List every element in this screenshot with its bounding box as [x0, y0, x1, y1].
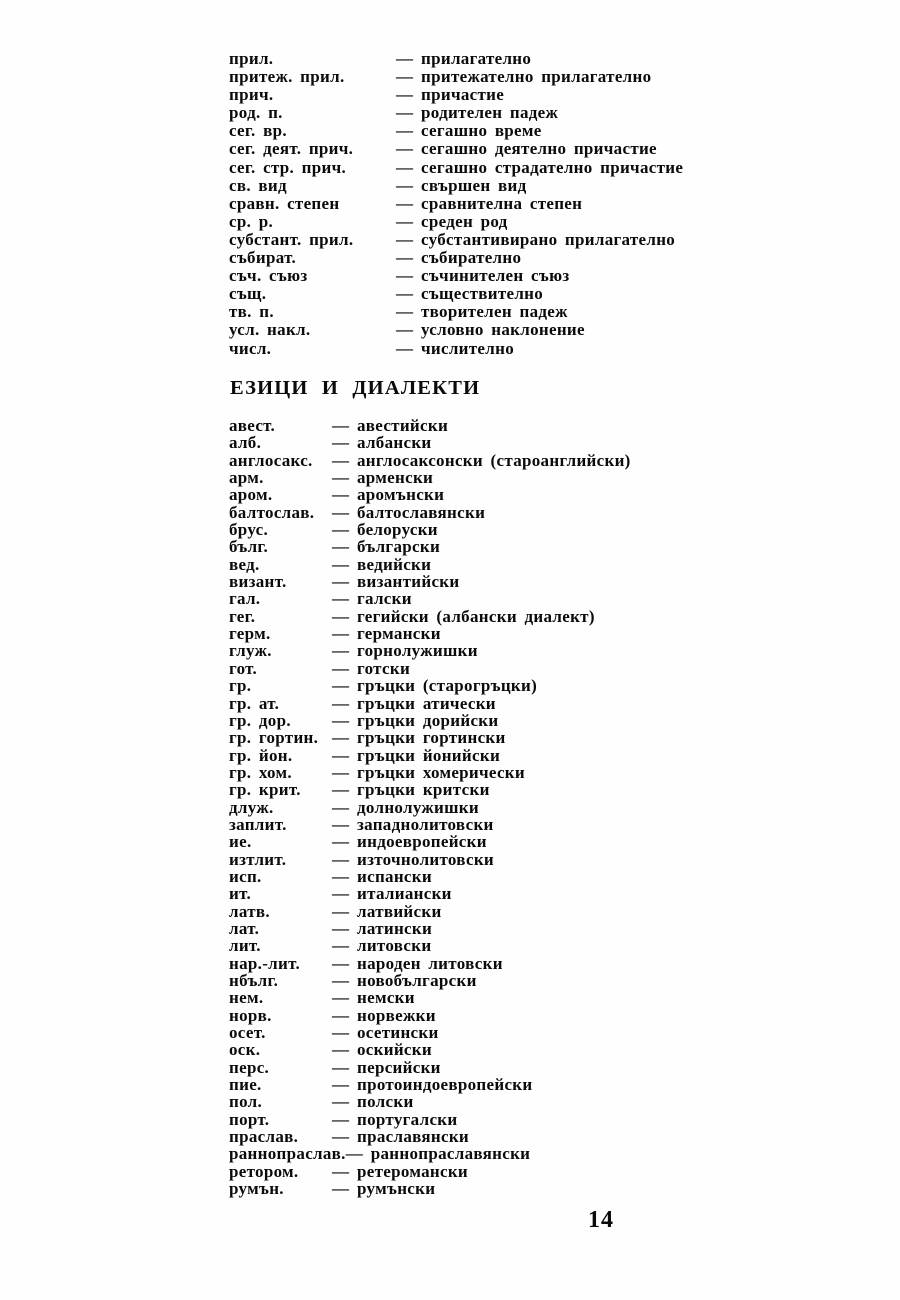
language-abbreviation-term: гр. гортин. — [229, 728, 319, 748]
language-abbreviation-row — [229, 955, 631, 972]
language-definition: новобългарски — [357, 971, 477, 990]
languages-and-dialects-list — [229, 417, 631, 1197]
dash-separator: — — [396, 85, 413, 105]
language-abbreviation-row — [229, 816, 631, 833]
language-abbreviation-row — [229, 417, 631, 434]
language-abbreviation-row — [229, 1024, 631, 1041]
language-definition: персийски — [357, 1057, 441, 1077]
abbreviation-definition: свършен вид — [421, 175, 527, 195]
abbreviation-definition: субстантивирано прилагателно — [421, 229, 676, 249]
language-abbreviation-term: англосакс. — [229, 450, 313, 470]
language-abbreviation-row — [229, 521, 631, 538]
language-abbreviation-term: гр. ат. — [229, 693, 280, 713]
language-definition: латвийски — [357, 901, 442, 921]
abbreviation-row — [229, 249, 683, 267]
abbreviation-term: сравн. степен — [229, 193, 340, 213]
abbreviation-row — [229, 140, 683, 158]
language-abbreviation-term: пие. — [229, 1075, 262, 1095]
language-definition: народен литовски — [357, 953, 503, 973]
dash-separator: — — [332, 520, 349, 540]
dash-separator: — — [332, 988, 349, 1008]
language-abbreviation-term: гр. йон. — [229, 745, 293, 765]
language-abbreviation-row — [229, 1041, 631, 1058]
language-abbreviation-row — [229, 903, 631, 920]
abbreviation-definition: числително — [421, 338, 514, 358]
language-definition: византийски — [357, 572, 460, 592]
abbreviation-term: прич. — [229, 85, 274, 105]
language-abbreviation-term: румън. — [229, 1179, 284, 1199]
abbreviation-term: прил. — [229, 49, 274, 68]
language-definition: индоевропейски — [357, 832, 487, 852]
language-definition: албански — [357, 433, 432, 453]
abbreviation-term: числ. — [229, 338, 272, 358]
language-abbreviation-row — [229, 625, 631, 642]
language-abbreviation-row — [229, 1180, 631, 1197]
language-definition: готски — [357, 658, 411, 678]
language-definition: латински — [357, 918, 433, 938]
language-abbreviation-term: лит. — [229, 936, 261, 956]
language-abbreviation-row — [229, 469, 631, 486]
language-definition: осетински — [357, 1023, 439, 1043]
dash-separator: — — [332, 693, 349, 713]
abbreviation-definition: сегашно страдателно причастие — [421, 157, 684, 177]
abbreviation-definition: събирателно — [421, 248, 522, 268]
language-abbreviation-term: гал. — [229, 589, 261, 609]
language-definition: раннопраславянски — [370, 1144, 531, 1164]
dash-separator: — — [396, 284, 413, 304]
section-heading-languages-and-dialects: ЕЗИЦИ И ДИАЛЕКТИ — [230, 377, 481, 399]
dash-separator: — — [332, 866, 349, 886]
language-abbreviation-term: нбълг. — [229, 971, 279, 990]
grammar-abbreviations-list — [229, 50, 683, 358]
abbreviation-term: усл. накл. — [229, 320, 311, 340]
language-abbreviation-row — [229, 1007, 631, 1024]
dash-separator: — — [396, 248, 413, 268]
abbreviation-row — [229, 231, 683, 249]
dash-separator: — — [332, 780, 349, 800]
dash-separator: — — [332, 728, 349, 748]
language-definition: долнолужишки — [357, 797, 479, 817]
dash-separator: — — [396, 103, 413, 123]
dash-separator: — — [332, 1092, 349, 1112]
dash-separator: — — [396, 266, 413, 286]
abbreviation-term: ср. р. — [229, 211, 274, 231]
language-abbreviation-row — [229, 920, 631, 937]
dash-separator: — — [332, 554, 349, 574]
dash-separator: — — [332, 849, 349, 869]
language-abbreviation-term: бълг. — [229, 537, 269, 557]
abbreviation-definition: прилагателно — [421, 49, 532, 68]
language-abbreviation-row — [229, 1128, 631, 1145]
abbreviation-row — [229, 86, 683, 104]
language-abbreviation-row — [229, 712, 631, 729]
language-abbreviation-row — [229, 452, 631, 469]
language-abbreviation-term: латв. — [229, 901, 270, 921]
abbreviation-row — [229, 340, 683, 358]
language-definition: горнолужишки — [357, 641, 478, 661]
language-abbreviation-row — [229, 972, 631, 989]
language-definition: оскийски — [357, 1040, 432, 1060]
abbreviation-definition: сегашно време — [421, 121, 542, 141]
language-definition: гръцки дорийски — [357, 710, 499, 730]
abbreviation-row — [229, 50, 683, 68]
dash-separator: — — [332, 1109, 349, 1129]
abbreviation-row — [229, 303, 683, 321]
dash-separator: — — [396, 320, 413, 340]
language-abbreviation-row — [229, 851, 631, 868]
dash-separator: — — [332, 832, 349, 852]
abbreviation-row — [229, 213, 683, 231]
language-abbreviation-term: алб. — [229, 433, 262, 453]
language-definition: западнолитовски — [357, 814, 494, 834]
abbreviation-definition: причастие — [421, 85, 505, 105]
dash-separator: — — [345, 1144, 363, 1164]
language-definition: арменски — [357, 468, 434, 488]
language-definition: гръцки (старогръцки) — [357, 676, 538, 696]
language-abbreviation-term: норв. — [229, 1005, 272, 1025]
dash-separator: — — [332, 606, 349, 626]
language-definition: гръцки атически — [357, 693, 496, 713]
language-abbreviation-term: ретором. — [229, 1161, 299, 1181]
abbreviation-term: субстант. прил. — [229, 229, 354, 249]
dash-separator: — — [332, 1005, 349, 1025]
language-abbreviation-term: вед. — [229, 554, 260, 574]
language-definition: източнолитовски — [357, 849, 495, 869]
dash-separator: — — [332, 1040, 349, 1060]
language-abbreviation-row — [229, 486, 631, 503]
language-definition: гръцки критски — [357, 780, 490, 800]
dash-separator: — — [396, 302, 413, 322]
abbreviation-row — [229, 177, 683, 195]
language-abbreviation-row — [229, 1059, 631, 1076]
language-abbreviation-row — [229, 660, 631, 677]
abbreviation-term: род. п. — [229, 103, 283, 123]
language-definition: литовски — [357, 936, 432, 956]
dash-separator: — — [332, 1161, 349, 1181]
language-abbreviation-row — [229, 833, 631, 850]
abbreviation-row — [229, 285, 683, 303]
abbreviation-term: сег. стр. прич. — [229, 157, 347, 177]
dash-separator: — — [332, 589, 349, 609]
language-abbreviation-row — [229, 677, 631, 694]
dash-separator: — — [396, 229, 413, 249]
dash-separator: — — [332, 745, 349, 765]
language-abbreviation-term: ие. — [229, 832, 252, 852]
language-abbreviation-row — [229, 434, 631, 451]
language-abbreviation-term: балтослав. — [229, 502, 315, 522]
language-definition: ведийски — [357, 554, 432, 574]
language-abbreviation-term: авест. — [229, 416, 276, 435]
abbreviation-definition: родителен падеж — [421, 103, 559, 123]
language-abbreviation-row — [229, 1093, 631, 1110]
dash-separator: — — [396, 121, 413, 141]
dash-separator: — — [396, 338, 413, 358]
dash-separator: — — [332, 901, 349, 921]
language-abbreviation-term: ит. — [229, 884, 252, 904]
language-abbreviation-term: оск. — [229, 1040, 261, 1060]
dash-separator: — — [332, 1023, 349, 1043]
dash-separator: — — [332, 1057, 349, 1077]
abbreviation-term: сег. вр. — [229, 121, 287, 141]
abbreviation-row — [229, 159, 683, 177]
language-abbreviation-term: гр. — [229, 676, 252, 696]
language-definition: норвежки — [357, 1005, 436, 1025]
dash-separator: — — [332, 884, 349, 904]
abbreviation-term: съч. съюз — [229, 266, 308, 286]
language-abbreviation-term: нем. — [229, 988, 264, 1008]
language-abbreviation-row — [229, 538, 631, 555]
language-definition: полски — [357, 1092, 414, 1112]
dash-separator: — — [396, 211, 413, 231]
abbreviation-definition: условно наклонение — [421, 320, 585, 340]
language-abbreviation-term: арм. — [229, 468, 264, 488]
language-abbreviation-term: длуж. — [229, 797, 274, 817]
language-abbreviation-term: заплит. — [229, 814, 287, 834]
dash-separator: — — [332, 953, 349, 973]
language-abbreviation-term: гот. — [229, 658, 258, 678]
dash-separator: — — [332, 1179, 349, 1199]
language-definition: испански — [357, 866, 432, 886]
language-abbreviation-row — [229, 590, 631, 607]
dash-separator: — — [332, 1075, 349, 1095]
abbreviation-row — [229, 267, 683, 285]
abbreviation-definition: сравнителна степен — [421, 193, 583, 213]
dash-separator: — — [396, 49, 413, 68]
language-definition: гръцки хомерически — [357, 762, 525, 782]
language-abbreviation-term: лат. — [229, 918, 260, 938]
language-abbreviation-row — [229, 504, 631, 521]
language-abbreviation-term: перс. — [229, 1057, 270, 1077]
abbreviation-row — [229, 68, 683, 86]
language-abbreviation-row — [229, 608, 631, 625]
dash-separator: — — [332, 658, 349, 678]
abbreviation-term: притеж. прил. — [229, 67, 345, 87]
language-abbreviation-term: изтлит. — [229, 849, 287, 869]
dash-separator: — — [332, 450, 349, 470]
language-definition: гръцки гортински — [357, 728, 506, 748]
language-definition: португалски — [357, 1109, 458, 1129]
dash-separator: — — [332, 814, 349, 834]
dash-separator: — — [332, 762, 349, 782]
abbreviation-row — [229, 321, 683, 339]
language-abbreviation-term: гр. крит. — [229, 780, 301, 800]
language-definition: белоруски — [357, 520, 438, 540]
abbreviation-definition: творителен падеж — [421, 302, 568, 322]
language-abbreviation-row — [229, 573, 631, 590]
language-abbreviation-row — [229, 781, 631, 798]
language-abbreviation-row — [229, 729, 631, 746]
dash-separator: — — [332, 797, 349, 817]
language-abbreviation-row — [229, 799, 631, 816]
language-abbreviation-term: визант. — [229, 572, 287, 592]
language-abbreviation-term: аром. — [229, 485, 273, 505]
language-definition: аромънски — [357, 485, 445, 505]
language-abbreviation-term: исп. — [229, 866, 262, 886]
abbreviation-definition: сегашно деятелно причастие — [421, 139, 657, 159]
language-definition: авестийски — [357, 416, 449, 435]
dash-separator: — — [332, 416, 349, 435]
language-abbreviation-term: брус. — [229, 520, 269, 540]
language-abbreviation-row — [229, 556, 631, 573]
dash-separator: — — [332, 624, 349, 644]
language-abbreviation-term: пол. — [229, 1092, 263, 1112]
abbreviation-term: същ. — [229, 284, 267, 304]
language-abbreviation-row — [229, 695, 631, 712]
language-definition: праславянски — [357, 1127, 470, 1147]
abbreviation-term: тв. п. — [229, 302, 274, 322]
language-abbreviation-row — [229, 642, 631, 659]
language-definition: протоиндоевропейски — [357, 1075, 533, 1095]
abbreviation-term: сег. деят. прич. — [229, 139, 354, 159]
language-abbreviation-row — [229, 747, 631, 764]
language-abbreviation-row — [229, 764, 631, 781]
language-definition: балтославянски — [357, 502, 486, 522]
language-abbreviation-row — [229, 1111, 631, 1128]
abbreviation-definition: съчинителен съюз — [421, 266, 570, 286]
dash-separator: — — [396, 193, 413, 213]
language-definition: германски — [357, 624, 441, 644]
dash-separator: — — [332, 537, 349, 557]
language-abbreviation-term: гр. хом. — [229, 762, 292, 782]
language-definition: ретеромански — [357, 1161, 469, 1181]
page-number: 14 — [588, 1207, 614, 1233]
dash-separator: — — [396, 175, 413, 195]
language-abbreviation-row — [229, 885, 631, 902]
abbreviation-term: събират. — [229, 248, 296, 268]
language-definition: български — [357, 537, 441, 557]
language-definition: немски — [357, 988, 415, 1008]
dash-separator: — — [396, 157, 413, 177]
dash-separator: — — [332, 641, 349, 661]
language-abbreviation-term: глуж. — [229, 641, 272, 661]
dash-separator: — — [332, 572, 349, 592]
language-abbreviation-row — [229, 937, 631, 954]
abbreviation-row — [229, 195, 683, 213]
language-definition: гръцки йонийски — [357, 745, 501, 765]
language-abbreviation-term: герм. — [229, 624, 271, 644]
dash-separator: — — [332, 433, 349, 453]
language-definition: галски — [357, 589, 412, 609]
language-abbreviation-term: гег. — [229, 606, 256, 626]
dash-separator: — — [396, 67, 413, 87]
language-definition: италиански — [357, 884, 452, 904]
dash-separator: — — [396, 139, 413, 159]
language-abbreviation-term: осет. — [229, 1023, 266, 1043]
abbreviation-row — [229, 104, 683, 122]
abbreviation-row — [229, 122, 683, 140]
dash-separator: — — [332, 936, 349, 956]
dash-separator: — — [332, 1127, 349, 1147]
language-definition: англосаксонски (староанглийски) — [357, 450, 631, 470]
dash-separator: — — [332, 468, 349, 488]
abbreviation-definition: притежателно прилагателно — [421, 67, 652, 87]
abbreviation-definition: среден род — [421, 211, 508, 231]
language-abbreviation-row — [229, 1145, 631, 1162]
language-abbreviation-term: гр. дор. — [229, 710, 291, 730]
language-abbreviation-row — [229, 1076, 631, 1093]
abbreviation-definition: съществително — [421, 284, 544, 304]
language-abbreviation-row — [229, 868, 631, 885]
language-definition: гегийски (албански диалект) — [357, 606, 595, 626]
language-definition: румънски — [357, 1179, 436, 1199]
dash-separator: — — [332, 918, 349, 938]
dash-separator: — — [332, 676, 349, 696]
abbreviation-term: св. вид — [229, 175, 287, 195]
dash-separator: — — [332, 485, 349, 505]
language-abbreviation-row — [229, 989, 631, 1006]
dash-separator: — — [332, 502, 349, 522]
language-abbreviation-term: праслав. — [229, 1127, 299, 1147]
language-abbreviation-term: раннопраслав. — [229, 1144, 346, 1164]
dash-separator: — — [332, 710, 349, 730]
language-abbreviation-term: нар.-лит. — [229, 953, 301, 973]
dash-separator: — — [332, 971, 349, 990]
language-abbreviation-term: порт. — [229, 1109, 270, 1129]
language-abbreviation-row — [229, 1163, 631, 1180]
